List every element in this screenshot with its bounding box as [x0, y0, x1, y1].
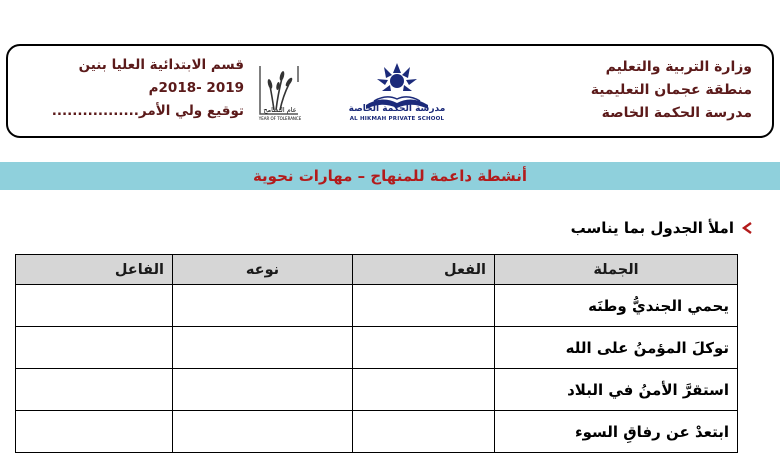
exercise-table: [15, 254, 738, 453]
verb-answer-cell[interactable]: [353, 327, 495, 369]
header-verb: الفعل: [353, 255, 495, 285]
verb-answer-cell[interactable]: [353, 369, 495, 411]
school-line: مدرسة الحكمة الخاصة: [601, 105, 752, 121]
subject-answer-cell[interactable]: [16, 327, 173, 369]
guardian-signature-line: توقيع ولي الأمر.................: [51, 103, 244, 119]
arrow-bullet-icon: [740, 221, 754, 235]
subject-answer-cell[interactable]: [16, 369, 173, 411]
subject-answer-cell[interactable]: [16, 285, 173, 327]
letterhead: [6, 44, 774, 138]
section-line: قسم الابتدائية العليا بنين: [78, 57, 244, 73]
school-logo-english: AL HIKMAH PRIVATE SCHOOL: [349, 116, 445, 122]
header-verb-type: نوعه: [173, 255, 353, 285]
school-logo-arabic: مدرسة الحكمة الخاصة: [348, 104, 446, 114]
verb-type-answer-cell[interactable]: [173, 285, 353, 327]
subject-answer-cell[interactable]: [16, 411, 173, 453]
grade-block: [34, 54, 244, 123]
sentence-cell: توكلَ المؤمنُ على الله: [495, 327, 738, 369]
table-header-row: [16, 255, 738, 285]
sentence-cell: ابتعدْ عن رفاقِ السوء: [495, 411, 738, 453]
header-sentence: الجملة: [495, 255, 738, 285]
sentence-cell: يحمي الجنديُّ وطنَه: [495, 285, 738, 327]
tolerance-logo-english: YEAR OF TOLERANCE: [258, 116, 302, 121]
verb-type-answer-cell[interactable]: [173, 411, 353, 453]
table-row: [16, 285, 738, 327]
verb-type-answer-cell[interactable]: [173, 369, 353, 411]
header-subject: الفاعل: [16, 255, 173, 285]
verb-answer-cell[interactable]: [353, 285, 495, 327]
ministry-block: [562, 56, 752, 125]
table-row: [16, 369, 738, 411]
tolerance-logo-arabic: عام التسامح: [263, 106, 297, 114]
table-row: [16, 411, 738, 453]
instruction: [571, 216, 754, 240]
table-row: [16, 327, 738, 369]
ministry-line: وزارة التربية والتعليم: [605, 59, 752, 75]
sentence-cell: استقرَّ الأمنُ في البلاد: [495, 369, 738, 411]
worksheet-title: أنشطة داعمة للمنهاج – مهارات نحوية: [252, 167, 528, 185]
zone-line: منطقة عجمان التعليمية: [590, 82, 752, 98]
year-line: 2019 -2018م: [148, 80, 244, 96]
verb-type-answer-cell[interactable]: [173, 327, 353, 369]
verb-answer-cell[interactable]: [353, 411, 495, 453]
instruction-text: املأ الجدول بما يناسب: [570, 219, 734, 237]
